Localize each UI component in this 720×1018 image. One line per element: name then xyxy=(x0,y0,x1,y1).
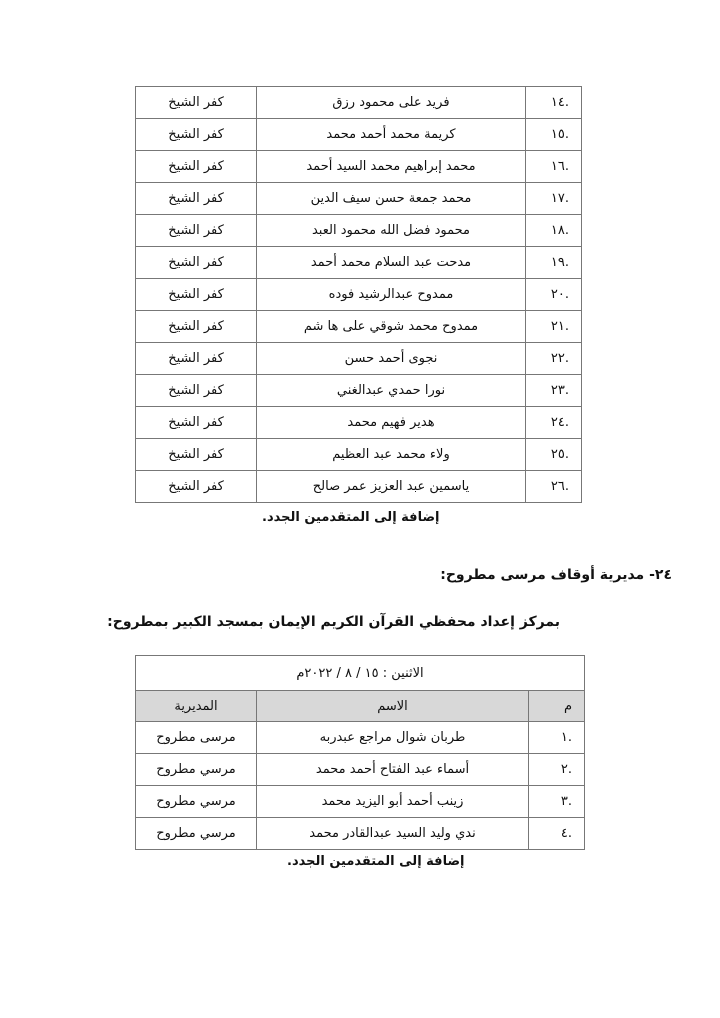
row-number: .١٨ xyxy=(526,215,582,247)
directorate: مرسي مطروح xyxy=(136,754,257,786)
table-row xyxy=(136,279,582,311)
row-number: .١٧ xyxy=(526,183,582,215)
center-heading: بمركز إعداد محفظي القرآن الكريم الإيمان بمسجد الكبير بمطروح: xyxy=(107,614,560,630)
participant-name: ندي وليد السيد عبدالقادر محمد xyxy=(257,818,529,850)
table-row xyxy=(136,439,582,471)
participant-name: مدحت عبد السلام محمد أحمد xyxy=(257,247,526,279)
participant-name: محمود فضل الله محمود العبد xyxy=(257,215,526,247)
participant-name: طربان شوال مراجع عبدربه xyxy=(257,722,529,754)
directorate: كفر الشيخ xyxy=(136,439,257,471)
directorate: كفر الشيخ xyxy=(136,87,257,119)
row-number: .٢٣ xyxy=(526,375,582,407)
row-number: .١ xyxy=(529,722,585,754)
table-row xyxy=(136,215,582,247)
table-row xyxy=(136,722,585,754)
participant-name: هدير فهيم محمد xyxy=(257,407,526,439)
header-name: الاسم xyxy=(257,691,529,722)
participant-name: كريمة محمد أحمد محمد xyxy=(257,119,526,151)
row-number: .١٦ xyxy=(526,151,582,183)
participant-name: نجوى أحمد حسن xyxy=(257,343,526,375)
participant-name: زينب أحمد أبو اليزيد محمد xyxy=(257,786,529,818)
table-row xyxy=(136,119,582,151)
table-row xyxy=(136,247,582,279)
row-number: .٢٤ xyxy=(526,407,582,439)
participant-name: ممدوح محمد شوقي على ها شم xyxy=(257,311,526,343)
table-row xyxy=(136,786,585,818)
row-number: .٣ xyxy=(529,786,585,818)
directorate: كفر الشيخ xyxy=(136,471,257,503)
directorate: كفر الشيخ xyxy=(136,311,257,343)
addition-note: إضافة إلى المتقدمين الجدد. xyxy=(287,854,465,869)
directorate: كفر الشيخ xyxy=(136,407,257,439)
directorate: كفر الشيخ xyxy=(136,375,257,407)
table-row xyxy=(136,311,582,343)
directorate: مرسي مطروح xyxy=(136,786,257,818)
row-number: .٢ xyxy=(529,754,585,786)
row-number: .٢٦ xyxy=(526,471,582,503)
row-number: .٢٥ xyxy=(526,439,582,471)
header-num: م xyxy=(529,691,585,722)
row-number: .١٩ xyxy=(526,247,582,279)
table-row xyxy=(136,754,585,786)
row-number: .١٥ xyxy=(526,119,582,151)
directorate: كفر الشيخ xyxy=(136,215,257,247)
table-row xyxy=(136,818,585,850)
addition-note: إضافة إلى المتقدمين الجدد. xyxy=(262,510,440,525)
participant-name: أسماء عبد الفتاح أحمد محمد xyxy=(257,754,529,786)
table-row xyxy=(136,151,582,183)
directorate: كفر الشيخ xyxy=(136,247,257,279)
session-date: الاثنين : ١٥ / ٨ / ٢٠٢٢م xyxy=(136,656,585,691)
row-number: .٢١ xyxy=(526,311,582,343)
table-row xyxy=(136,375,582,407)
participant-name: ممدوح عبدالرشيد فوده xyxy=(257,279,526,311)
participant-name: محمد جمعة حسن سيف الدين xyxy=(257,183,526,215)
table-row xyxy=(136,407,582,439)
directorate: كفر الشيخ xyxy=(136,119,257,151)
directorate: كفر الشيخ xyxy=(136,183,257,215)
table-row xyxy=(136,183,582,215)
row-number: .٢٠ xyxy=(526,279,582,311)
directorate: مرسي مطروح xyxy=(136,818,257,850)
directorate: كفر الشيخ xyxy=(136,343,257,375)
participant-name: ياسمين عبد العزيز عمر صالح xyxy=(257,471,526,503)
table-row xyxy=(136,471,582,503)
section-heading: ٢٤- مديرية أوقاف مرسى مطروح: xyxy=(440,567,672,583)
directorate: كفر الشيخ xyxy=(136,279,257,311)
directorate: كفر الشيخ xyxy=(136,151,257,183)
participants-table-marsa-matrouh xyxy=(135,655,585,850)
participant-name: ولاء محمد عبد العظيم xyxy=(257,439,526,471)
table-row xyxy=(136,343,582,375)
directorate: مرسى مطروح xyxy=(136,722,257,754)
row-number: .١٤ xyxy=(526,87,582,119)
participants-table-kafr-elsheikh xyxy=(135,86,582,503)
row-number: .٤ xyxy=(529,818,585,850)
table-row xyxy=(136,87,582,119)
participant-name: نورا حمدي عبدالغني xyxy=(257,375,526,407)
participant-name: فريد على محمود رزق xyxy=(257,87,526,119)
header-directorate: المديرية xyxy=(136,691,257,722)
row-number: .٢٢ xyxy=(526,343,582,375)
participant-name: محمد إبراهيم محمد السيد أحمد xyxy=(257,151,526,183)
